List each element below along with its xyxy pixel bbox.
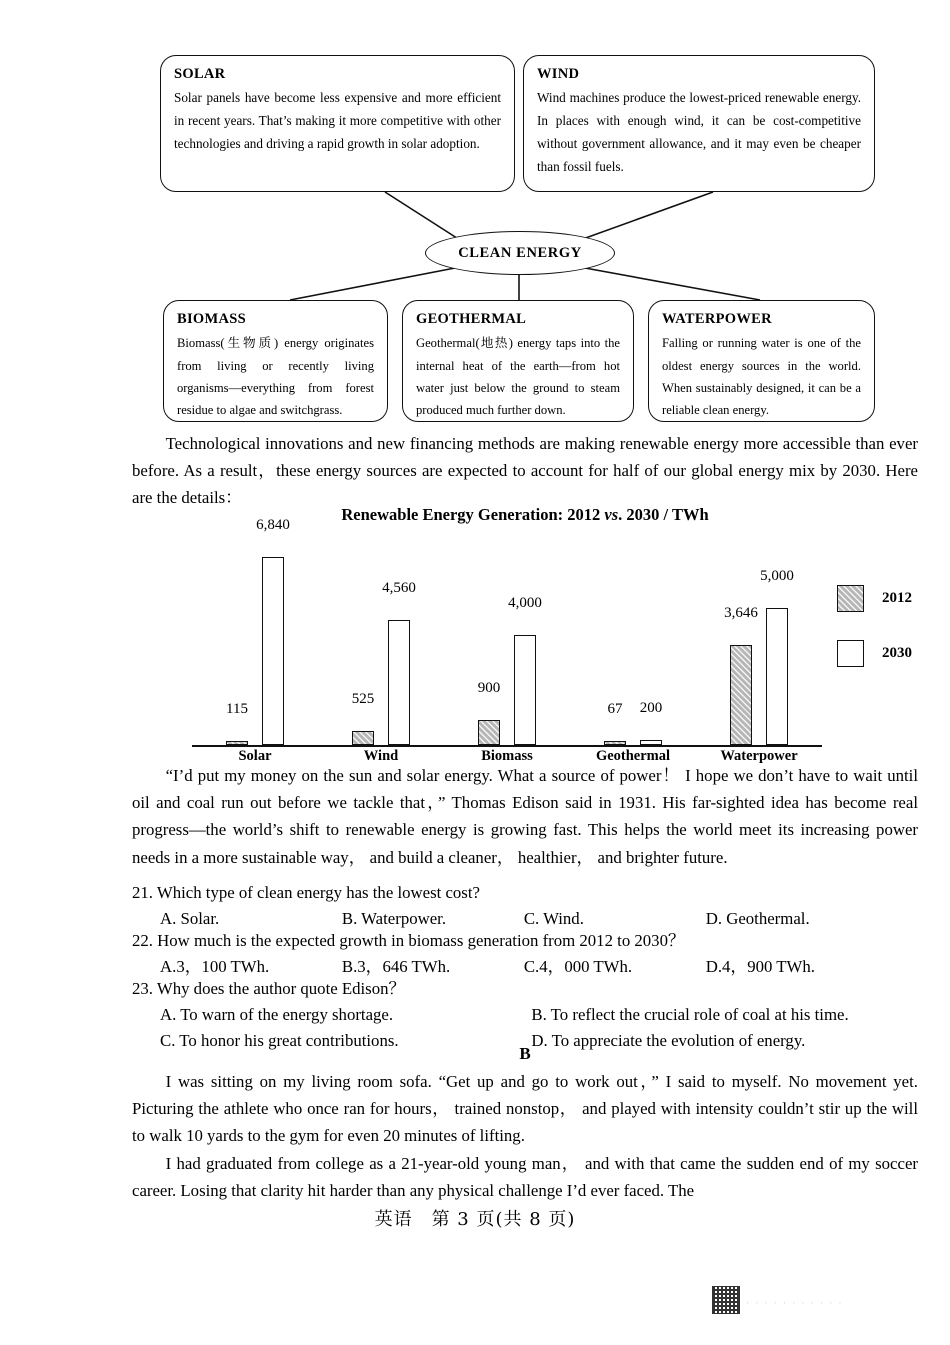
question-23-option-d[interactable]: D. To appreciate the evolution of energy.	[531, 1031, 806, 1051]
category-label-geothermal: Geothermal	[595, 748, 671, 764]
concept-box-biomass	[163, 300, 388, 422]
legend-item-2012	[837, 585, 912, 612]
passage-b	[132, 1068, 918, 1204]
quote-paragraph: “I’d put my money on the sun and solar energy. What a source of power！ I hope we don’t have to wait until oil and coal run out before we tackle that，” Thomas Edison said in 1931. His far-sighted idea has become real progress—the world’s shift to renewable energy is growing fast. This helps the world meet its increasing power needs in a more sustainable way， and build a cleaner， healthier， and brighter future.	[132, 766, 918, 867]
passage-b-paragraph-1: I was sitting on my living room sofa. “Get up and go to work out，” I said to myself. No movement yet. Picturing the athlete who once ran for hours， trained nonstop， and played with intensity couldn’t stir up the will to walk 10 yards to the gym for even 20 minutes of lifting.	[132, 1072, 918, 1146]
legend-item-2030	[837, 640, 912, 667]
chart-title	[132, 505, 918, 525]
bar-value-geothermal-2012: 67	[607, 701, 623, 717]
category-label-solar: Solar	[238, 748, 272, 764]
section-label-b: B	[519, 1044, 531, 1063]
concept-box-biomass-title: BIOMASS	[177, 311, 246, 327]
bar-value-waterpower-2030: 5,000	[760, 567, 794, 584]
category-label-waterpower: Waterpower	[720, 748, 798, 764]
chart-title-after: . 2030 / TWh	[618, 505, 709, 524]
intro-paragraph: Technological innovations and new financing methods are making renewable energy more accessible than ever before. As a result，these energy sources are expected to account for half of our global energy mix by 2030. Here are the details：	[132, 434, 918, 508]
legend-swatch-2012	[837, 585, 864, 612]
bar-waterpower-2030	[766, 608, 788, 745]
bar-biomass-2030	[514, 635, 536, 745]
bar-value-wind-2012: 525	[351, 690, 375, 707]
chart-title-before: Renewable Energy Generation: 2012	[341, 505, 605, 524]
legend-swatch-2030	[837, 640, 864, 667]
question-22	[132, 928, 918, 980]
qr-code-icon	[712, 1286, 740, 1314]
question-21	[132, 880, 918, 932]
question-21-option-d[interactable]: D. Geothermal.	[705, 909, 810, 929]
question-23-stem: 23. Why does the author quote Edison？	[132, 979, 406, 998]
question-23-option-c[interactable]: C. To honor his great contributions.	[160, 1031, 399, 1051]
question-22-option-b[interactable]: B.3，646 TWh.	[341, 957, 451, 977]
watermark-block	[712, 1286, 843, 1314]
watermark-faded-text: · · · · · · · · · · ·	[746, 1298, 844, 1308]
question-22-option-d[interactable]: D.4，900 TWh.	[705, 957, 815, 977]
question-23-option-a[interactable]: A. To warn of the energy shortage.	[160, 1005, 394, 1025]
bar-biomass-2012	[478, 720, 500, 745]
concept-box-geothermal-body: Geothermal(地热) energy taps into the internal heat of the earth—from hot water just below the ground to steam produced much further down.	[416, 336, 620, 417]
concept-box-waterpower	[648, 300, 875, 422]
concept-box-waterpower-body: Falling or running water is one of the oldest energy sources in the world. When sustainably designed, it can be a reliable clean energy.	[662, 336, 861, 417]
bar-value-biomass-2012: 900	[477, 680, 501, 697]
question-23-options-row1	[132, 1002, 918, 1028]
category-label-wind: Wind	[363, 748, 399, 764]
concept-box-geothermal	[402, 300, 634, 422]
concept-box-wind-title: WIND	[537, 66, 580, 82]
bar-waterpower-2012	[730, 645, 752, 745]
question-22-option-a[interactable]: A.3，100 TWh.	[160, 957, 270, 977]
question-21-option-c[interactable]: C. Wind.	[523, 909, 584, 929]
bar-value-geothermal-2030: 200	[639, 699, 663, 716]
bar-value-solar-2012: 115	[226, 701, 248, 717]
chart-x-axis	[192, 745, 822, 747]
concept-box-solar	[160, 55, 515, 192]
question-22-stem: 22. How much is the expected growth in biomass generation from 2012 to 2030？	[132, 931, 685, 950]
chart-plot-area	[192, 517, 822, 765]
bar-wind-2012	[352, 731, 374, 745]
concept-box-solar-body: Solar panels have become less expensive and more efficient in recent years. That’s making it more competitive with other technologies and driving a rapid growth in solar adoption.	[174, 90, 501, 151]
question-23	[132, 976, 918, 1055]
bar-value-biomass-2030: 4,000	[508, 595, 542, 612]
legend-label-2030: 2030	[882, 645, 912, 661]
bar-value-solar-2030: 6,840	[256, 517, 290, 533]
question-23-option-b[interactable]: B. To reflect the crucial role of coal at his time.	[531, 1005, 849, 1025]
chart-title-vs: vs	[604, 505, 619, 524]
question-21-option-a[interactable]: A. Solar.	[160, 909, 220, 929]
legend-label-2012: 2012	[882, 590, 912, 606]
bar-value-waterpower-2012: 3,646	[724, 604, 758, 621]
chart-legend	[837, 585, 912, 695]
question-21-option-b[interactable]: B. Waterpower.	[341, 909, 447, 929]
bar-wind-2030	[388, 620, 410, 745]
question-21-stem: 21. Which type of clean energy has the lowest cost?	[132, 883, 480, 902]
question-22-option-c[interactable]: C.4，000 TWh.	[523, 957, 633, 977]
concept-box-wind	[523, 55, 875, 192]
category-label-biomass: Biomass	[481, 748, 533, 764]
bar-value-wind-2030: 4,560	[382, 579, 416, 596]
concept-map	[0, 0, 950, 430]
concept-box-wind-body: Wind machines produce the lowest-priced renewable energy. In places with enough wind, it can be cost-competitive without government allowance, and it may even be cheaper than fossil fuels.	[537, 90, 861, 174]
concept-box-biomass-body: Biomass(生物质) energy originates from living or recently living organisms—everything from forest residue to algae and switchgrass.	[177, 336, 374, 417]
page-footer: 英语 第 3 页(共 8 页)	[374, 1209, 576, 1230]
passage-b-paragraph-2: I had graduated from college as a 21-year-old young man， and with that came the sudden end of my soccer career. Losing that clarity hit harder than any physical challenge I’d ever faced. The	[132, 1153, 918, 1200]
concept-center-label: CLEAN ENERGY	[458, 244, 582, 261]
renewable-energy-bar-chart	[132, 517, 918, 765]
concept-box-geothermal-title: GEOTHERMAL	[416, 311, 527, 327]
bar-solar-2030	[262, 557, 284, 745]
concept-center-node	[425, 231, 615, 275]
concept-box-waterpower-title: WATERPOWER	[662, 311, 772, 327]
concept-box-solar-title: SOLAR	[174, 66, 226, 82]
